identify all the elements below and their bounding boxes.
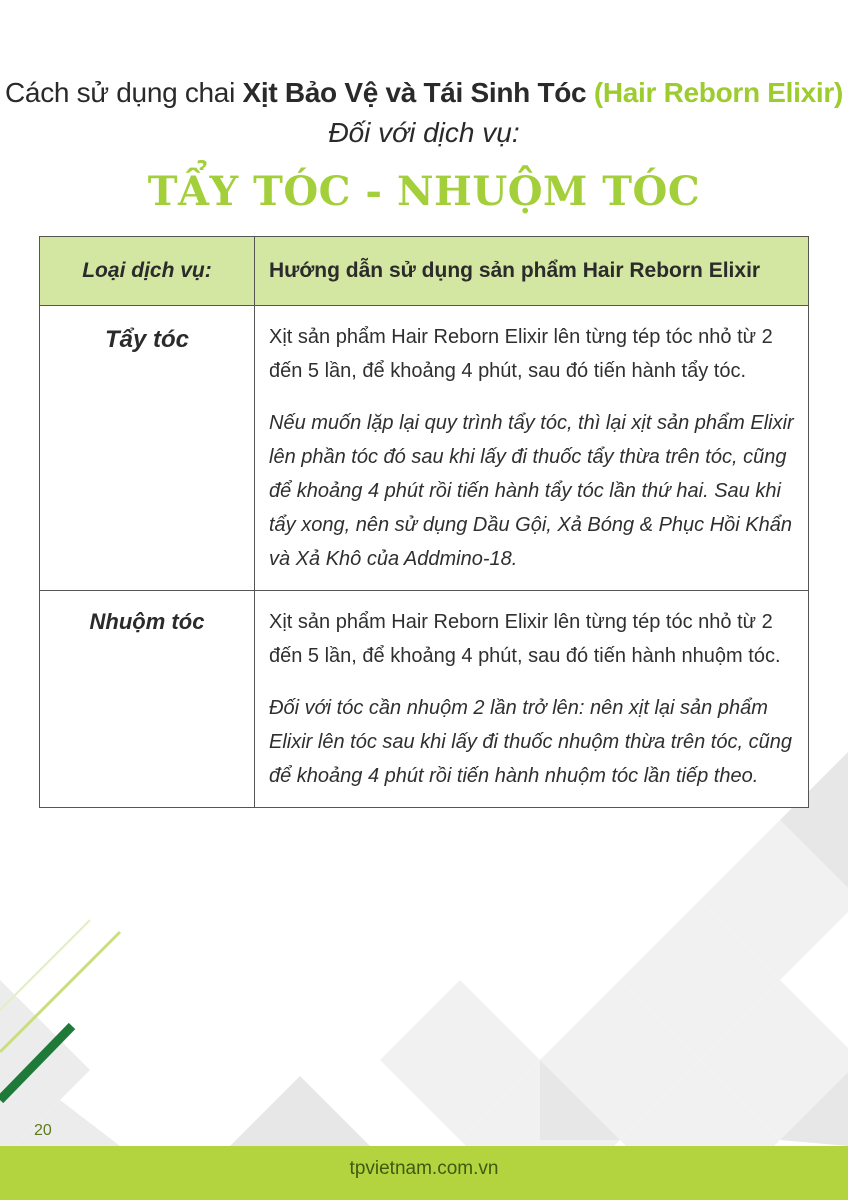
page-header xyxy=(0,74,848,216)
service-name: Tẩy tóc xyxy=(40,306,255,591)
product-name-en: (Hair Reborn Elixir) xyxy=(593,77,843,108)
usage-guide-table xyxy=(39,236,809,808)
table-row xyxy=(40,306,809,591)
instruction-note: Nếu muốn lặp lại quy trình tẩy tóc, thì lại xịt sản phẩm Elixir lên phần tóc đó sau khi lấy đi thuốc tẩy thừa trên tóc, cũng để khoảng 4 phút rồi tiến hành tẩy tóc lần thứ hai. Sau khi tẩy xong, nên sử dụng Dầu Gội, Xả Bóng & Phục Hồi Khẩn và Xả Khô của Addmino-18. xyxy=(269,412,794,570)
footer-website-link[interactable]: tpvietnam.com.vn xyxy=(349,1158,499,1179)
column-header-service-type: Loại dịch vụ: xyxy=(40,237,255,306)
header-line1-prefix: Cách sử dụng chai xyxy=(5,77,243,108)
product-name-vn: Xịt Bảo Vệ và Tái Sinh Tóc xyxy=(242,77,587,108)
page-title: TẨY TÓC - NHUỘM TÓC xyxy=(147,168,701,215)
instruction-note: Đối với tóc cần nhuộm 2 lần trở lên: nên xịt lại sản phẩm Elixir lên tóc sau khi lấy đi thuốc nhuộm thừa trên tóc, cũng để khoảng 4 phút rồi tiến hành nhuộm tóc lần tiếp theo. xyxy=(269,697,792,787)
page-number: 20 xyxy=(34,1122,52,1139)
instruction-text: Xịt sản phẩm Hair Reborn Elixir lên từng tép tóc nhỏ từ 2 đến 5 lần, để khoảng 4 phút, sau đó tiến hành tẩy tóc. xyxy=(269,326,773,382)
instruction-text: Xịt sản phẩm Hair Reborn Elixir lên từng tép tóc nhỏ từ 2 đến 5 lần, để khoảng 4 phút, sau đó tiến hành nhuộm tóc. xyxy=(269,611,781,667)
header-line-2: Đối với dịch vụ: xyxy=(328,117,520,148)
table-row xyxy=(40,591,809,808)
service-name: Nhuộm tóc xyxy=(40,591,255,808)
header-line-1 xyxy=(0,74,848,112)
service-instructions xyxy=(255,591,809,808)
table-header-row xyxy=(40,237,809,306)
column-header-instructions: Hướng dẫn sử dụng sản phẩm Hair Reborn Elixir xyxy=(255,237,809,306)
service-instructions xyxy=(255,306,809,591)
